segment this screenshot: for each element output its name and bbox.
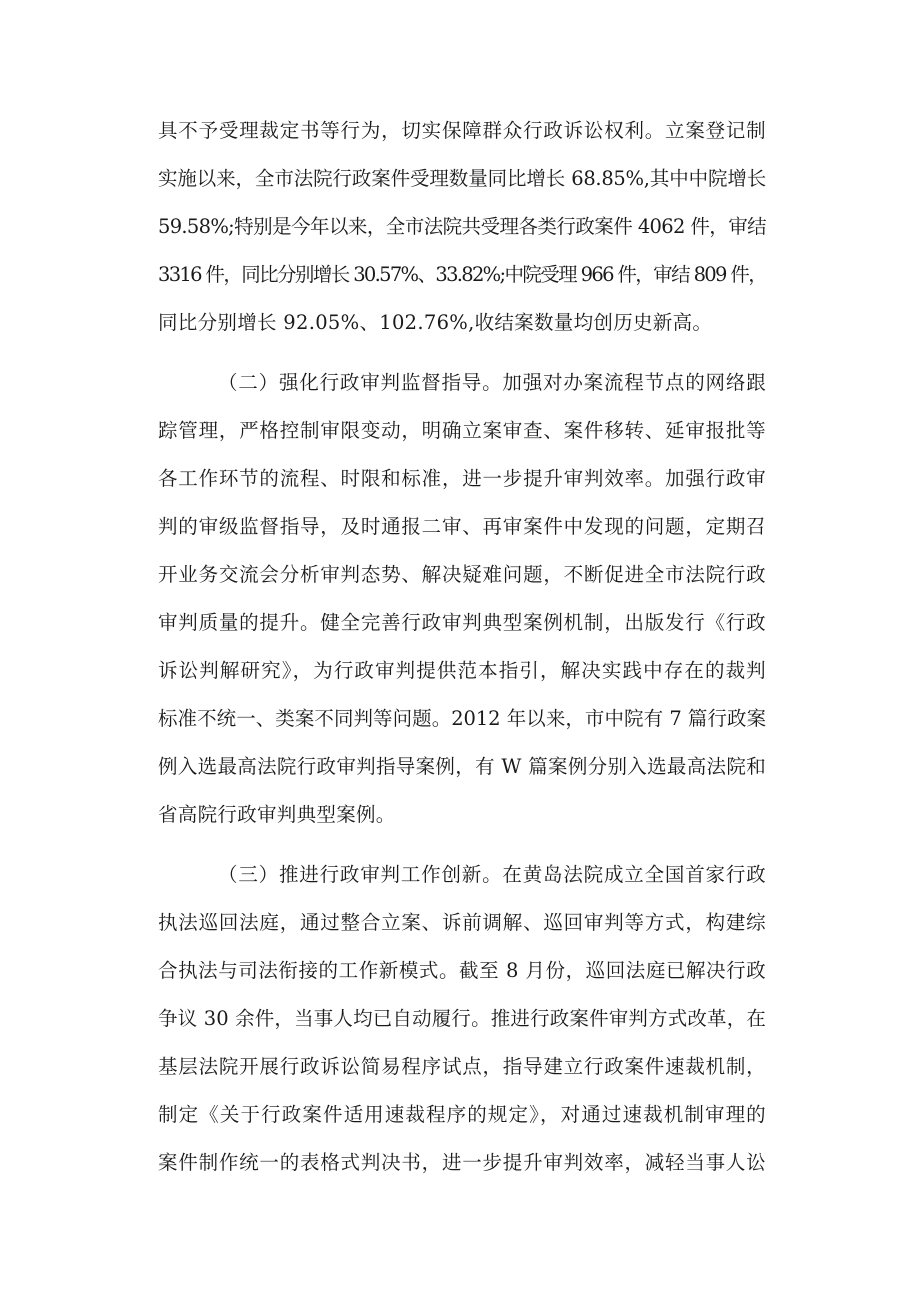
p1-line-5: 同比分别增长 92.05%、102.76%,收结案数量均创历史新高。 — [158, 311, 713, 334]
p1-line-4: 3316 件，同比分别增长 30.57%、33.82%;中院受理 966 件，审结 809 件， — [158, 263, 766, 286]
p2-line-8: 标准不统一、类案不同判等问题。2012 年以来，市中院有 7 篇行政案 — [158, 707, 766, 730]
p2-line-3: 各工作环节的流程、时限和标准，进一步提升审判效率。加强行政审 — [158, 467, 766, 490]
p1-line-2: 实施以来，全市法院行政案件受理数量同比增长 68.85%,其中中院增长 — [158, 167, 766, 190]
p1-line-1: 具不予受理裁定书等行为，切实保障群众行政诉讼权利。立案登记制 — [158, 119, 766, 142]
p3-line-2: 执法巡回法庭，通过整合立案、诉前调解、巡回审判等方式，构建综 — [158, 911, 766, 934]
p3-line-7: 案件制作统一的表格式判决书，进一步提升审判效率，减轻当事人讼 — [158, 1151, 766, 1174]
p1-line-3: 59.58%;特别是今年以来，全市法院共受理各类行政案件 4062 件，审结 — [158, 215, 766, 238]
p2-line-5: 开业务交流会分析审判态势、解决疑难问题，不断促进全市法院行政 — [158, 563, 766, 586]
p3-line-3: 合执法与司法衔接的工作新模式。截至 8 月份，巡回法庭已解决行政 — [158, 959, 766, 982]
p2-line-6: 审判质量的提升。健全完善行政审判典型案例机制，出版发行《行政 — [158, 611, 766, 634]
p3-line-1: （三）推进行政审判工作创新。在黄岛法院成立全国首家行政 — [218, 863, 766, 886]
p2-line-1: （二）强化行政审判监督指导。加强对办案流程节点的网络跟 — [218, 371, 766, 394]
p3-line-4: 争议 30 余件，当事人均已自动履行。推进行政案件审判方式改革，在 — [158, 1007, 766, 1030]
p2-line-9: 例入选最高法院行政审判指导案例，有 W 篇案例分别入选最高法院和 — [158, 755, 766, 778]
p2-line-4: 判的审级监督指导，及时通报二审、再审案件中发现的问题，定期召 — [158, 515, 766, 538]
p2-line-7: 诉讼判解研究》，为行政审判提供范本指引，解决实践中存在的裁判 — [158, 659, 766, 682]
p3-line-6: 制定《关于行政案件适用速裁程序的规定》，对通过速裁机制审理的 — [158, 1103, 766, 1126]
p3-line-5: 基层法院开展行政诉讼简易程序试点，指导建立行政案件速裁机制， — [158, 1055, 766, 1078]
p2-line-2: 踪管理，严格控制审限变动，明确立案审查、案件移转、延审报批等 — [158, 419, 766, 442]
p2-line-10: 省高院行政审判典型案例。 — [158, 803, 396, 826]
